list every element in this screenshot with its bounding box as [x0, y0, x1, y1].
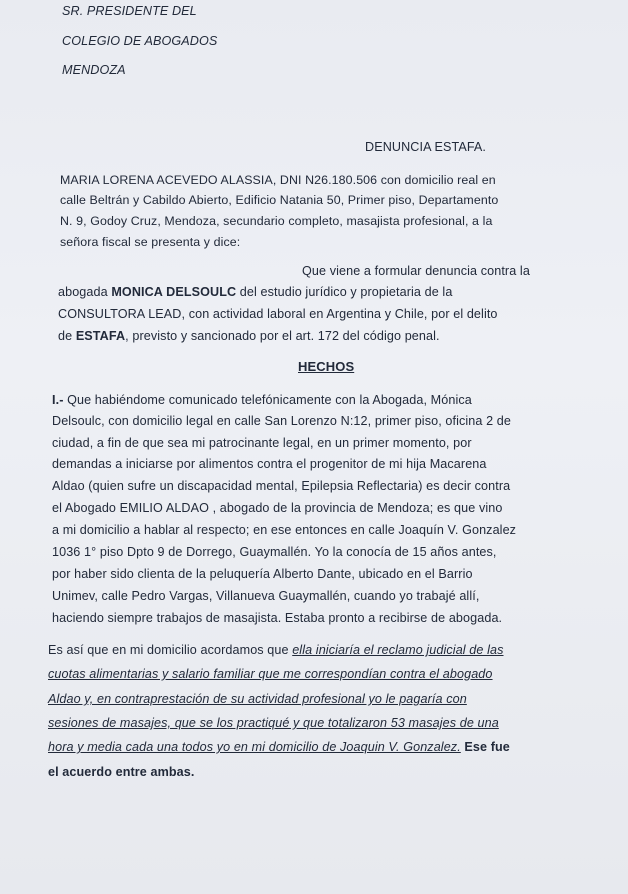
intro-line: señora fiscal se presenta y dice: — [60, 235, 241, 249]
agreement-line: hora y media cada una todos yo en mi domicilio de Joaquin V. Gonzalez. Ese fue — [48, 740, 510, 754]
recipient-line-1: SR. PRESIDENTE DEL — [62, 4, 197, 18]
facts-line: a mi domicilio a hablar al respecto; en ese entonces en calle Joaquín V. Gonzalez — [52, 523, 517, 537]
section-heading: HECHOS — [298, 359, 355, 374]
document-title: DENUNCIA ESTAFA. — [365, 140, 487, 154]
complaint-line: CONSULTORA LEAD, con actividad laboral en Argentina y Chile, por el delito — [58, 307, 498, 321]
handwritten-underlined-text: cuotas alimentarias y salario familiar que me correspondían contra el abogado — [48, 667, 493, 681]
facts-line: Aldao (quien sufre un discapacidad mental, Epilepsia Reflectaria) es decir contra — [52, 479, 511, 493]
facts-line: I.- Que habiéndome comunicado telefónicamente con la Abogada, Mónica — [52, 393, 472, 407]
facts-number: I.- — [52, 393, 64, 407]
handwritten-underlined-text: ella iniciaría el reclamo judicial de las — [292, 643, 504, 657]
facts-line: el Abogado EMILIO ALDAO , abogado de la provincia de Mendoza; es que vino — [52, 501, 503, 515]
facts-line: 1036 1° piso Dpto 9 de Dorrego, Guaymallén. Yo la conocía de 15 años antes, — [52, 545, 497, 559]
handwritten-underlined-text: sesiones de masajes, que se los practiqué y que totalizaron 53 masajes de una — [48, 716, 499, 730]
intro-line: MARIA LORENA ACEVEDO ALASSIA, DNI N26.180.506 con domicilio real en — [60, 173, 496, 187]
complaint-line: de ESTAFA, previsto y sancionado por el art. 172 del código penal. — [58, 329, 440, 343]
intro-line: calle Beltrán y Cabildo Abierto, Edificio Natania 50, Primer piso, Departamento — [60, 193, 499, 207]
recipient-line-2: COLEGIO DE ABOGADOS — [62, 34, 218, 48]
agreement-line: Es así que en mi domicilio acordamos que ella iniciaría el reclamo judicial de las — [48, 643, 504, 657]
agreement-conclusion: el acuerdo entre ambas. — [48, 765, 195, 779]
complaint-line: abogada MONICA DELSOULC del estudio jurídico y propietaria de la — [58, 285, 453, 299]
facts-line: ciudad, a fin de que sea mi patrocinante legal, en un primer momento, por — [52, 436, 472, 450]
facts-line: Delsoulc, con domicilio legal en calle San Lorenzo N:12, primer piso, oficina 2 de — [52, 414, 512, 428]
facts-line: haciendo siempre trabajos de masajista. Estaba pronto a recibirse de abogada. — [52, 611, 503, 625]
facts-line: Unimev, calle Pedro Vargas, Villanueva Guaymallén, cuando yo trabajé allí, — [52, 589, 480, 603]
handwritten-underlined-text: Aldao y, en contraprestación de su actividad profesional yo le pagaría con — [48, 692, 467, 706]
facts-line: demandas a iniciarse por alimentos contra el progenitor de mi hija Macarena — [52, 457, 487, 471]
facts-line: por haber sido clienta de la peluquería Alberto Dante, ubicado en el Barrio — [52, 567, 473, 581]
accused-name: MONICA DELSOULC — [111, 285, 237, 299]
complaint-line: Que viene a formular denuncia contra la — [302, 264, 530, 278]
recipient-line-3: MENDOZA — [62, 63, 126, 77]
offense-name: ESTAFA — [75, 329, 126, 343]
handwritten-underlined-text: hora y media cada una todos yo en mi domicilio de Joaquin V. Gonzalez. — [48, 740, 461, 754]
intro-line: N. 9, Godoy Cruz, Mendoza, secundario completo, masajista profesional, a la — [60, 214, 493, 228]
